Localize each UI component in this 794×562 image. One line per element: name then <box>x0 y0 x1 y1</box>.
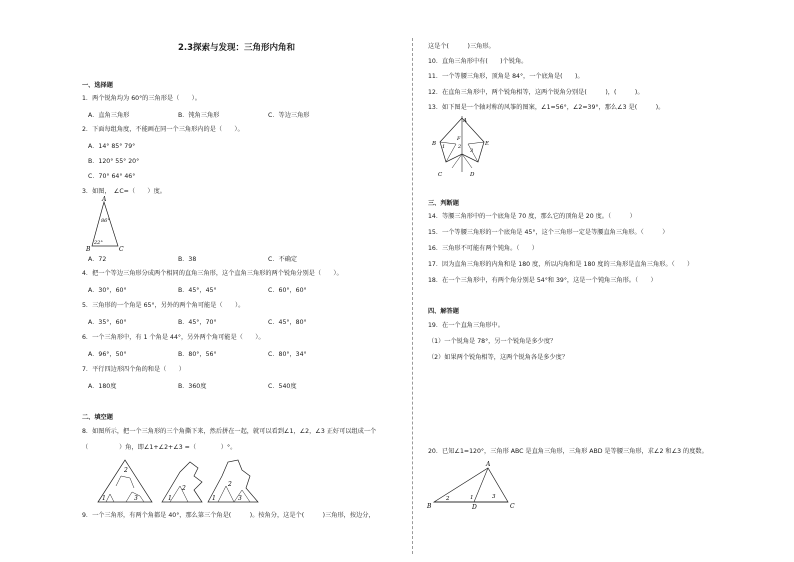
q3-option-c: C．不确定 <box>268 256 298 263</box>
question-8-line1: 8．如图所示，把一个三角形的三个角撕下来，然后拼在一起，就可以看到∠1，∠2，∠3 正好可以组成一个 <box>82 428 377 435</box>
section-fill-heading: 二、填空题 <box>82 414 113 421</box>
q5-option-c: C．45°，80° <box>268 319 307 326</box>
q7-option-c: C．540度 <box>268 383 297 390</box>
q8-torn-triangle-figure <box>90 456 290 506</box>
question-15: 15．一个等腰三角形的一个底角是 45°，这个三角形一定是等腰直角三角形。（ ） <box>428 229 669 236</box>
q5-option-a: A．35°，60° <box>88 319 127 326</box>
question-11: 11．一个等腰三角形，顶角是 84°，一个底角是( )。 <box>428 73 584 80</box>
question-8-line2: （ ）角，即∠1+∠2+∠3 =（ ）°。 <box>82 444 237 451</box>
q13-vertex-a: A <box>463 118 467 124</box>
question-5: 5．三角形的一个角是 65°，另外的两个角可能是（ ）。 <box>82 302 245 309</box>
question-19-part-2: （2）如果两个锐角相等，这两个锐角各是多少度？ <box>428 354 569 361</box>
q20-vertex-d: D <box>472 504 477 511</box>
q20-vertex-b: B <box>427 503 432 510</box>
q2-option-c: C．70° 64° 46° <box>88 173 136 180</box>
q20-vertex-a: A <box>486 461 491 468</box>
question-13: 13．如下图是一个轴对称的风筝的图案，∠1=56°，∠2=39°，那么∠3 是( )。 <box>428 104 665 111</box>
question-2: 2．下面每组角度，不能画在同一个三角形内的是（ ）。 <box>82 126 244 133</box>
column-divider <box>412 38 413 554</box>
question-12: 12．在直角三角形中，两个锐角相等，这两个锐角分别是( )，( )。 <box>428 89 644 96</box>
q3-option-a: A．72 <box>88 256 107 263</box>
q13-angle-3: 3 <box>470 148 474 154</box>
q3-angle-b-label: 22° <box>94 240 103 246</box>
question-14: 14．等腰三角形中的一个底角是 70 度，那么它的顶角是 20 度。（ ） <box>428 213 636 220</box>
section-judge-heading: 三、判断题 <box>428 200 459 207</box>
q6-option-a: A．96°，50° <box>88 351 127 358</box>
q7-option-b: B．360度 <box>178 383 207 390</box>
q20-angle-3: 3 <box>492 494 496 500</box>
q8-fig2-angle-1: 1 <box>168 495 172 502</box>
question-10: 10．直角三角形中有( )个锐角。 <box>428 58 528 65</box>
q13-kite-figure <box>432 114 492 180</box>
q1-option-c: C．等边三角形 <box>268 112 310 119</box>
question-20: 20．已知∠1=120°，三角形 ABC 是直角三角形，三角形 ABD 是等腰三角形，求∠2 和∠3 的度数。 <box>428 448 708 455</box>
q7-option-a: A．180度 <box>88 383 117 390</box>
q4-option-b: B．45°，45° <box>178 287 217 294</box>
question-4: 4．把一个等边三角形分成两个相同的直角三角形，这个直角三角形的两个锐角分别是（ ）。 <box>82 270 343 277</box>
q1-option-a: A．直角三角形 <box>88 112 130 119</box>
q8-fig3-angle-3: 3 <box>238 495 242 502</box>
q8-fig1-angle-3: 3 <box>134 495 138 502</box>
q3-vertex-c: C <box>119 246 124 253</box>
q2-option-a: A．14° 85° 79° <box>88 143 136 150</box>
q8-fig1-angle-1: 1 <box>102 495 106 502</box>
q8-fig3-angle-2: 2 <box>228 481 232 488</box>
question-9-continued: 这是个( )三角形。 <box>428 43 495 50</box>
q5-option-b: B．45°，70° <box>178 319 217 326</box>
q2-option-b: B．120° 55° 20° <box>88 158 140 165</box>
q20-triangle-figure <box>426 460 526 510</box>
page-title: 2.3探索与发现：三角形内角和 <box>178 43 296 53</box>
question-16: 16．三角形不可能有两个钝角。（ ） <box>428 245 538 252</box>
q3-option-b: B．38 <box>178 256 197 263</box>
q6-option-b: B．80°，56° <box>178 351 217 358</box>
section-choice-heading: 一、选择题 <box>82 82 113 89</box>
q13-vertex-f: F <box>457 136 461 142</box>
question-7: 7．平行四边形四个角的和是（ ） <box>82 366 185 373</box>
q13-angle-1: 1 <box>442 144 446 150</box>
q1-option-b: B．钝角三角形 <box>178 112 220 119</box>
q13-vertex-c: C <box>438 172 443 178</box>
q8-fig3-angle-1: 1 <box>212 495 216 502</box>
question-19: 19．在一个直角三角形中。 <box>428 322 504 329</box>
q3-angle-a-label: 86° <box>101 218 110 224</box>
question-3: 3．如图， ∠C=（ ）度。 <box>82 188 166 195</box>
question-19-part-1: （1）一个锐角是 78°，另一个锐角是多少度？ <box>428 338 557 345</box>
q3-vertex-b: B <box>86 246 91 253</box>
q13-vertex-e: E <box>485 141 490 147</box>
q4-option-c: C．60°，60° <box>268 287 307 294</box>
question-6: 6．一个三角形中，有 1 个角是 44°，另外两个角可能是（ ）。 <box>82 334 265 341</box>
q4-option-a: A．30°，60° <box>88 287 127 294</box>
q13-vertex-b: B <box>432 141 437 147</box>
q13-vertex-d: D <box>470 172 475 178</box>
question-9: 9．一个三角形，有两个角都是 40°，那么第三个角是( )。按角分，这是个( )三角形，按边分， <box>82 512 375 519</box>
q8-fig2-angle-2: 2 <box>182 485 186 492</box>
q20-angle-1: 1 <box>470 495 474 501</box>
q13-angle-2: 2 <box>458 144 462 150</box>
section-answer-heading: 四、解答题 <box>428 308 459 315</box>
q8-fig1-angle-2: 2 <box>124 467 128 474</box>
q6-option-c: C．80°，34° <box>268 351 307 358</box>
q3-vertex-a: A <box>102 196 107 203</box>
q20-vertex-c: C <box>510 503 515 510</box>
question-1: 1．两个锐角均为 60°的三角形是（ ）。 <box>82 95 201 102</box>
q3-triangle-figure <box>88 196 128 252</box>
question-18: 18．在一个三角形中，有两个角分别是 54°和 39°，这是一个钝角三角形。（ ） <box>428 277 657 284</box>
q20-angle-2: 2 <box>446 496 450 502</box>
question-17: 17．因为直角三角形的内角和是 180 度，所以内角和是 180 度的三角形是直角三角形。（ ） <box>428 261 694 268</box>
